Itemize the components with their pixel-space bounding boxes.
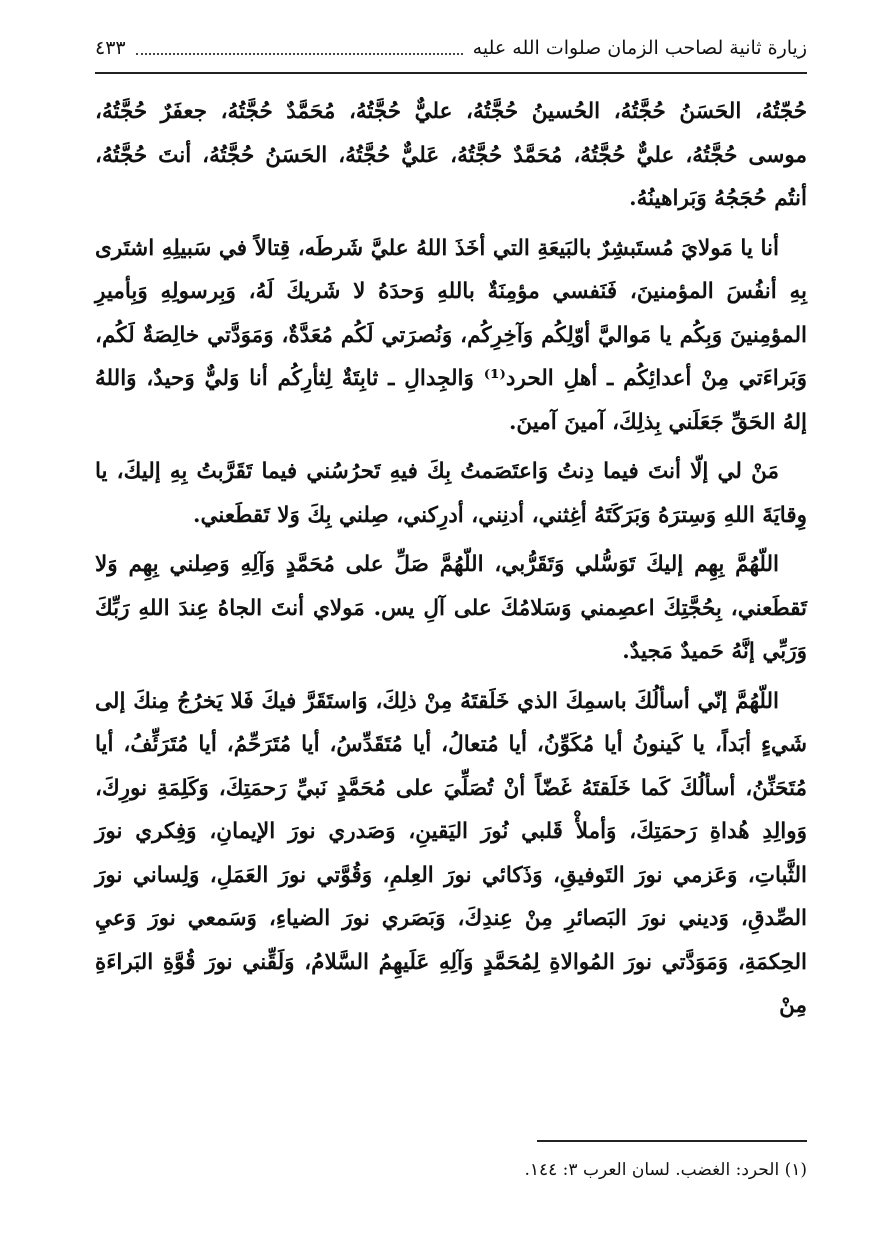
paragraph-1: حُجّتُهُ، الحَسَنُ حُجَّتُهُ، الحُسينُ حُجَّتُهُ، عليٌّ حُجَّتُهُ، مُحَمَّدٌ حُجَّتُهُ، جعفَرٌ حُجَّتُهُ، موسى حُجَّتُهُ، عليٌّ حُجَّتُهُ، مُحَمَّدٌ حُجَّتُهُ، عَليٌّ حُجَّتُهُ، الحَسَنُ حُجَّتُهُ، أنتَ حُجَّتُهُ، أنتُم حُجَجُهُ وَبَراهينُهُ. [95,99,807,211]
paragraph-2: أنا يا مَولايَ مُستَبشِرٌ بالبَيعَةِ التي أخَذَ اللهُ عليَّ شَرطَه، قِتالاً في سَبيلِهِ اشتَرى بِهِ أنفُسَ المؤمنينَ، فَنَفسي مؤمِنَةٌ باللهِ وَحدَهُ لا شَريكَ لَهُ، وَبِرسولِهِ وَبِأميرِ المؤمِنينَ وَبِكُم يا مَواليَّ أوّلِكُم وَآخِرِكُم، وَنُصرَتي لَكُم مُعَدَّةٌ، وَمَوَدَّتي خالِصَةٌ لَكُم، وَبَراءَتي مِنْ أعدائِكُم ـ أهلِ الحرد⁽¹⁾ وَالجِدالِ ـ ثابِتَةٌ لِثأرِكُم أنا وَليٌّ وَحيدٌ، وَاللهُ إلهُ الحَقِّ جَعَلَني بِذلِكَ، آمينَ آمينَ. [95,235,807,435]
header-title: زيارة ثانية لصاحب الزمان صلوات الله عليه [472,37,807,59]
footnote: (١) الحرد: الغضب. لسان العرب ٣: ١٤٤. [524,1160,807,1180]
body-text [95,90,807,1034]
paragraph-4: اللّهُمَّ بِهِم إليكَ تَوَسُّلي وَتَقَرُّبي، اللّهُمَّ صَلِّ على مُحَمَّدٍ وَآلِهِ وَصِلني بِهِم وَلا تَقطَعني، بِحُجَّتِكَ اعصِمني وَسَلامُكَ على آلِ يس. مَولاي أنتَ الجاهُ عِندَ اللهِ رَبِّكَ وَرَبِّي إنَّهُ حَميدٌ مَجيدٌ. [95,552,807,664]
book-page [95,28,807,1228]
footnote-divider [537,1140,807,1142]
paragraph-5: اللّهُمَّ إنّي أسألُكَ باسمِكَ الذي خَلَقتَهُ مِنْ ذلِكَ، وَاستَقَرَّ فيكَ فَلا يَخرُجُ مِنكَ إلى شَيءٍ أبَداً، يا كَينونُ أيا مُكَوِّنُ، أيا مُتعالُ، أيا مُتَقَدِّسُ، أيا مُتَرَحِّمُ، أيا مُتَرَئِّفُ، أيا مُتَحَنِّنُ، أسألُكَ كَما خَلَقتَهُ غَضّاً أنْ تُصَلِّيَ على مُحَمَّدٍ نَبيِّ رَحمَتِكَ، وَكَلِمَةِ نورِكَ، وَوالِدِ هُداةِ رَحمَتِكَ، وَأملأْ قَلبي نُورَ اليَقينِ، وَصَدري نورَ الإيمانِ، وَفِكري نورَ الثَّباتِ، وَعَزمي نورَ التَوفيقِ، وَذَكائي نورَ العِلمِ، وَقُوَّتي نورَ العَمَلِ، وَلِساني نورَ الصِّدقِ، وَديني نورَ البَصائرِ مِنْ عِندِكَ، وَبَصَري نورَ الضياءِ، وَسَمعي نورَ وَعيِ الحِكمَةِ، وَمَوَدَّتي نورَ المُوالاةِ لِمُحَمَّدٍ وَآلِهِ عَلَيهِمُ السَّلامُ، وَلَقِّني نورَ قُوَّةِ البَراءَةِ مِنْ [95,688,807,1018]
dotted-leader [136,53,463,55]
running-header [95,28,807,74]
page-number: ٤٣٣ [95,37,126,59]
paragraph-3: مَنْ لي إلّا أنتَ فيما دِنتُ وَاعتَصَمتُ بِكَ فيهِ تَحرُسُني فيما تَقَرَّبتُ بِهِ إليكَ، يا وِقايَةَ اللهِ وَسِترَهُ وَبَرَكَتَهُ أغِثني، أدنِني، أدرِكني، صِلني بِكَ وَلا تَقطَعني. [95,459,807,528]
